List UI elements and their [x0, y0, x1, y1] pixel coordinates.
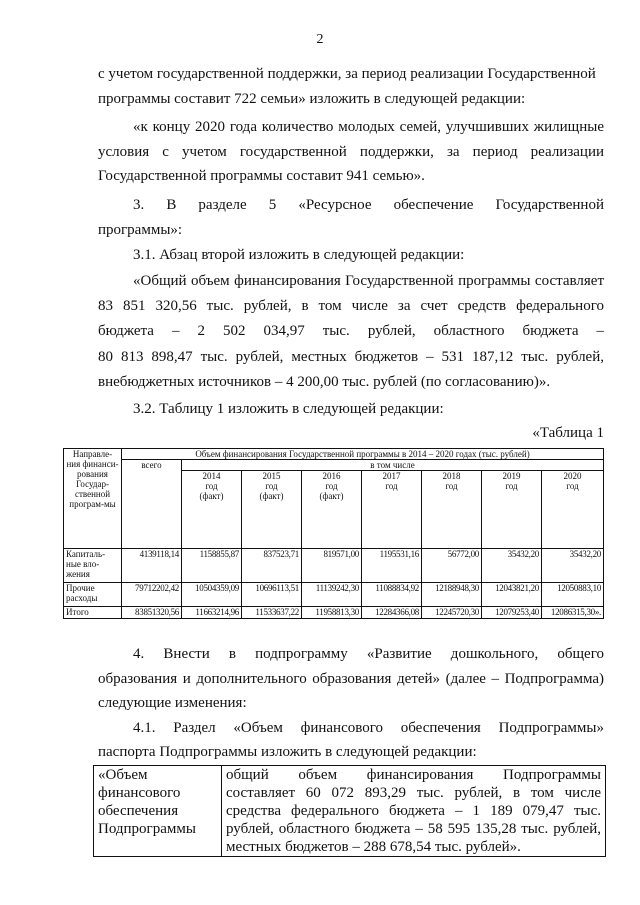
- table-cell: 12284366,08: [362, 607, 422, 619]
- table-cell: 12079253,40: [482, 607, 542, 619]
- table-cell: 35432,20: [542, 549, 604, 583]
- text-line: 3.2. Таблицу 1 изложить в следующей редакции:: [133, 401, 444, 417]
- text-line: следующие изменения:: [98, 695, 247, 711]
- text-line: Государственной программы составит 941 семью».: [98, 168, 425, 184]
- table-cell: 4139118,14: [122, 549, 182, 583]
- year-header: 2018 год: [422, 471, 482, 549]
- passport-label-line: «Объем: [98, 767, 148, 783]
- table-cell: 837523,71: [242, 549, 302, 583]
- table-cell: 11088834,92: [362, 583, 422, 607]
- text-line: программы»:: [98, 222, 183, 238]
- text-line: «к концу 2020 года количество молодых семей, улучшивших жилищные: [133, 119, 604, 135]
- row-label: Итого: [64, 607, 122, 619]
- table-cell: 1158855,87: [182, 549, 242, 583]
- text-line: 3.1. Абзац второй изложить в следующей редакции:: [133, 247, 465, 263]
- table-cell: 83851320,56: [122, 607, 182, 619]
- row-label: Капиталь-ные вло-жения: [64, 549, 122, 583]
- text-line: «Общий объем финансирования Государственной программы составляет: [133, 273, 604, 289]
- table-caption: «Таблица 1: [532, 425, 604, 441]
- table-cell: 10696113,51: [242, 583, 302, 607]
- page-number: 2: [316, 32, 324, 47]
- table-cell: 12188948,30: [422, 583, 482, 607]
- text-line: условия с учетом государственной поддержки, за период реализации: [98, 144, 604, 160]
- year-header: 2016 год (факт): [302, 471, 362, 549]
- year-header: 2017 год: [362, 471, 422, 549]
- passport-label-line: финансового: [98, 785, 181, 801]
- passport-label-line: Подпрограммы: [98, 821, 196, 837]
- passport-value-line: составляет 60 072 893,29 тыс. рублей, в том числе: [226, 785, 601, 801]
- year-header: 2020 год: [542, 471, 604, 549]
- table-cell: 12086315,30».: [542, 607, 604, 619]
- text-line: с учетом государственной поддержки, за период реализации Государственной: [98, 66, 596, 82]
- header-volume: Объем финансирования Государственной программы в 2014 – 2020 годах (тыс. рублей): [122, 449, 604, 460]
- table-cell: 79712202,42: [122, 583, 182, 607]
- year-header: 2014 год (факт): [182, 471, 242, 549]
- passport-value-line: местных бюджетов – 288 678,54 тыс. рублей».: [226, 839, 521, 855]
- header-total: всего: [122, 460, 182, 549]
- financing-table: [63, 448, 604, 619]
- text-line: 4.1. Раздел «Объем финансового обеспечения Подпрограммы»: [133, 720, 604, 736]
- text-line: 83 851 320,56 тыс. рублей, в том числе за счет средств федерального: [98, 298, 604, 314]
- header-direction: Направле-ния финанси-рования Государ-ственной програм-мы: [64, 449, 122, 549]
- passport-value-line: рублей, областного бюджета – 58 595 135,28 тыс. рублей,: [226, 821, 601, 837]
- row-label: Прочие расходы: [64, 583, 122, 607]
- text-line: 3. В разделе 5 «Ресурсное обеспечение Государственной: [133, 197, 604, 213]
- passport-table: [93, 765, 606, 857]
- table-cell: 10504359,09: [182, 583, 242, 607]
- table-cell: 11139242,30: [302, 583, 362, 607]
- table-cell: 11663214,96: [182, 607, 242, 619]
- passport-value-line: средства федерального бюджета – 1 189 079,47 тыс.: [226, 803, 601, 819]
- text-line: 80 813 898,47 тыс. рублей, местных бюджетов – 531 187,12 тыс. рублей,: [98, 349, 604, 365]
- table-cell: 1195531,16: [362, 549, 422, 583]
- text-line: 4. Внести в подпрограмму «Развитие дошкольного, общего: [133, 646, 604, 662]
- text-line: паспорта Подпрограммы изложить в следующей редакции:: [98, 744, 477, 760]
- passport-label-cell: [94, 766, 222, 857]
- text-line: бюджета – 2 502 034,97 тыс. рублей, областного бюджета –: [98, 323, 604, 339]
- table-cell: 12245720,30: [422, 607, 482, 619]
- table-cell: 35432,20: [482, 549, 542, 583]
- header-including: в том числе: [182, 460, 604, 471]
- text-line: программы составит 722 семьи» изложить в следующей редакции:: [98, 91, 526, 107]
- table-cell: 11533637,22: [242, 607, 302, 619]
- table-cell: 12043821,20: [482, 583, 542, 607]
- passport-value-line: общий объем финансирования Подпрограммы: [226, 767, 601, 783]
- year-header: 2019 год: [482, 471, 542, 549]
- table-cell: 56772,00: [422, 549, 482, 583]
- table-cell: 11958813,30: [302, 607, 362, 619]
- passport-label-line: обеспечения: [98, 803, 179, 819]
- text-line: образования и дополнительного образования детей» (далее – Подпрограмма): [98, 671, 604, 687]
- passport-value-cell: [222, 766, 606, 857]
- year-header: 2015 год (факт): [242, 471, 302, 549]
- table-cell: 819571,00: [302, 549, 362, 583]
- text-line: внебюджетных источников – 4 200,00 тыс. рублей (по согласованию)».: [98, 374, 551, 390]
- table-cell: 12050883,10: [542, 583, 604, 607]
